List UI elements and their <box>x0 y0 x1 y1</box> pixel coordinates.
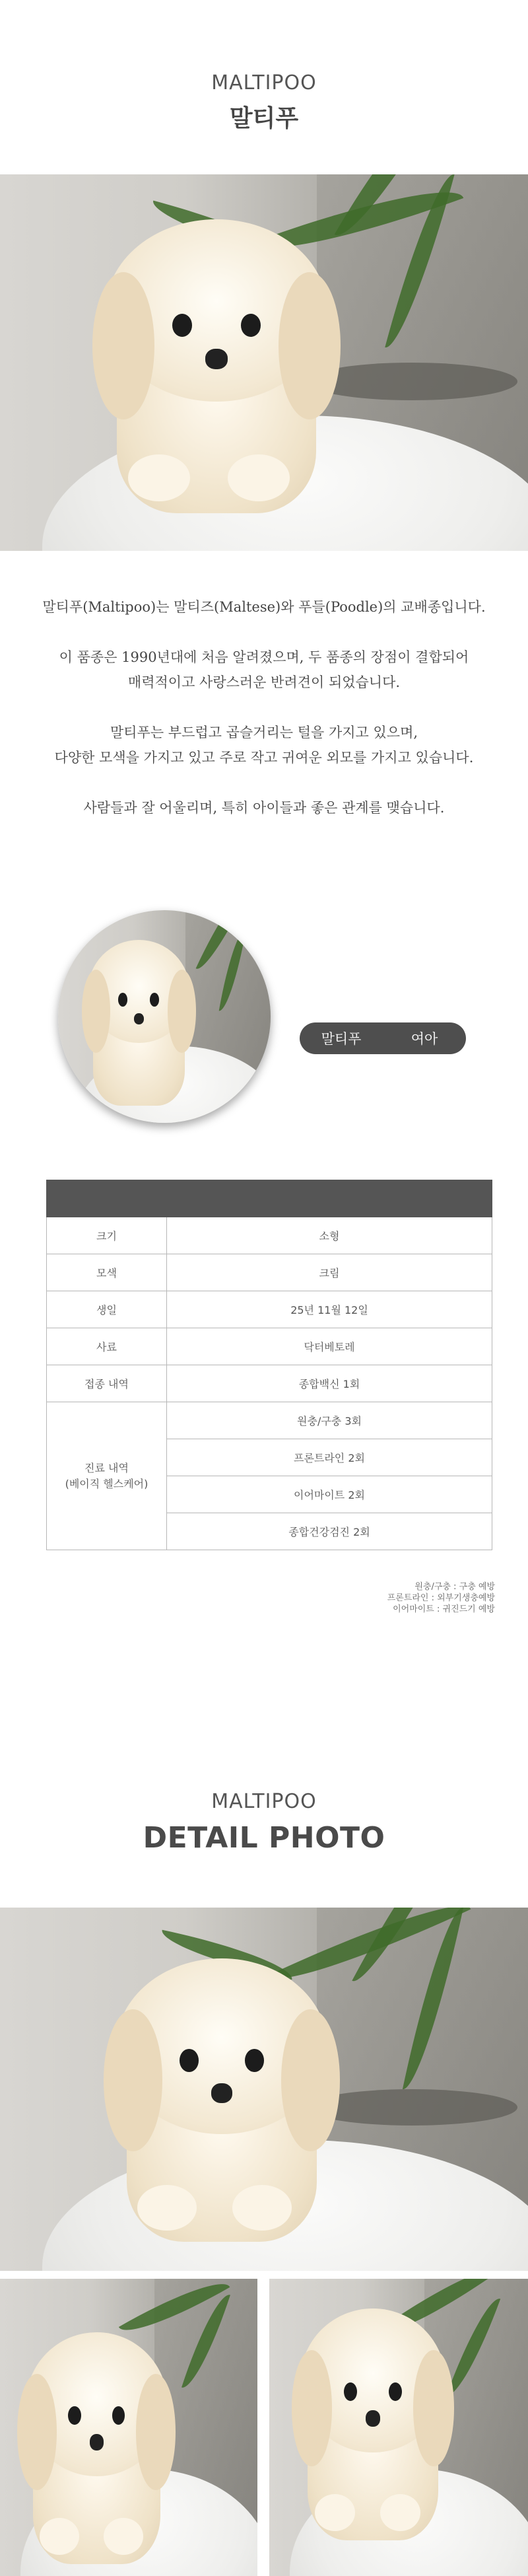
table-row <box>47 1365 492 1402</box>
desc-p1: 말티푸(Maltipoo)는 말티즈(Maltese)와 푸들(Poodle)의 교배종입니다. <box>42 599 486 615</box>
header-en: MALTIPOO <box>211 71 317 94</box>
profile-badge <box>300 1022 466 1054</box>
table-header <box>47 1180 492 1217</box>
desc-p3a: 말티푸는 부드럽고 곱슬거리는 털을 가지고 있으며, <box>110 725 418 740</box>
desc-p3 <box>0 720 528 770</box>
feed-value: 닥터베토레 <box>167 1328 492 1365</box>
color-label: 모색 <box>47 1254 167 1291</box>
detail-photo-3 <box>269 2279 528 2576</box>
breed-description <box>0 594 528 845</box>
treatment-label-2: (베이직 헬스케어) <box>65 1477 148 1490</box>
vaccine-value: 종합백신 1회 <box>167 1365 492 1402</box>
note-3: 이어마이트 : 귀진드기 예방 <box>393 1604 495 1614</box>
breed-label: 말티푸 <box>321 1031 362 1047</box>
detail-photo-2 <box>0 2279 257 2576</box>
color-value: 크림 <box>167 1254 492 1291</box>
detail-photo-1 <box>0 1908 528 2271</box>
desc-p2a: 이 품종은 1990년대에 처음 알려졌으며, 두 품종의 장점이 결합되어 <box>59 649 469 665</box>
table-row <box>47 1328 492 1365</box>
footnotes <box>387 1581 495 1615</box>
desc-p3b: 다양한 모색을 가지고 있고 주로 작고 귀여운 외모를 가지고 있습니다. <box>54 750 474 766</box>
detail-en: MALTIPOO <box>211 1790 317 1813</box>
treatment-3: 이어마이트 2회 <box>167 1476 492 1513</box>
birth-label: 생일 <box>47 1291 167 1328</box>
note-1: 원충/구충 : 구충 예방 <box>414 1582 495 1592</box>
size-value: 소형 <box>167 1217 492 1254</box>
note-2: 프론트라인 : 외부기생충예방 <box>387 1593 495 1603</box>
birth-value: 25년 11월 12일 <box>167 1291 492 1328</box>
table-row <box>47 1291 492 1328</box>
treatment-4: 종합건강검진 2회 <box>167 1513 492 1550</box>
desc-p2 <box>0 645 528 695</box>
main-photo <box>0 174 528 551</box>
treatment-label-1: 진료 내역 <box>84 1461 129 1474</box>
desc-p4: 사람들과 잘 어울리며, 특히 아이들과 좋은 관계를 맺습니다. <box>83 800 445 816</box>
detail-header <box>0 1790 528 1855</box>
treatment-label <box>47 1402 167 1550</box>
desc-p2b: 매력적이고 사랑스러운 반려견이 되었습니다. <box>127 674 401 690</box>
table-row <box>47 1217 492 1254</box>
gender-label: 여아 <box>411 1031 438 1047</box>
page-header <box>0 71 528 133</box>
treatment-1: 원충/구충 3회 <box>167 1402 492 1439</box>
table-row <box>47 1402 492 1439</box>
profile-photo <box>58 910 271 1123</box>
vaccine-label: 접종 내역 <box>47 1365 167 1402</box>
info-table <box>46 1180 492 1550</box>
header-ko: 말티푸 <box>229 105 299 132</box>
treatment-2: 프론트라인 2회 <box>167 1439 492 1476</box>
detail-title: DETAIL PHOTO <box>143 1821 385 1855</box>
size-label: 크기 <box>47 1217 167 1254</box>
table-row <box>47 1254 492 1291</box>
feed-label: 사료 <box>47 1328 167 1365</box>
